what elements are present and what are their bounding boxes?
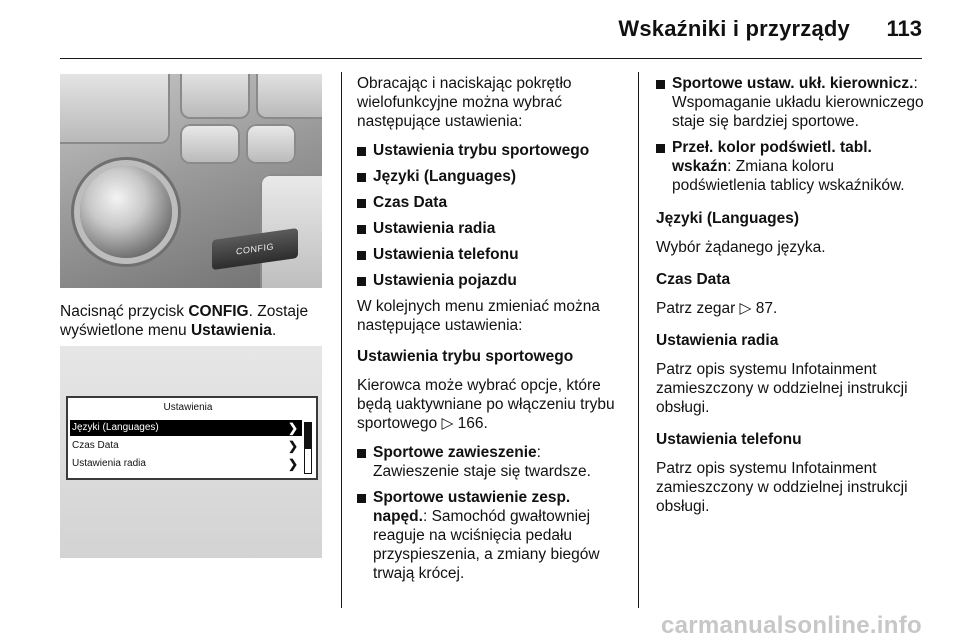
- screen-row: Ustawienia radia ❯: [72, 457, 298, 471]
- section-heading: Języki (Languages): [656, 210, 799, 227]
- section: [656, 430, 926, 516]
- screen-scrollbar: [304, 422, 312, 474]
- column-divider-2: [638, 72, 639, 608]
- header-rule: [60, 58, 922, 59]
- section-text: Patrz opis systemu Infotainment zamieszczony w oddzielnej instrukcji obsługi.: [656, 460, 908, 515]
- config-button-label: CONFIG: [212, 228, 298, 270]
- screen-row-selected: Języki (Languages) ❯: [70, 420, 302, 436]
- list-item: Czas Data: [357, 193, 627, 212]
- list-item: Sportowe zawieszenie: Zawieszenie staje się twardsze.: [357, 443, 627, 481]
- paragraph: W kolejnych menu zmieniać można następujące ustawienia:: [357, 298, 600, 334]
- section: [656, 209, 926, 257]
- settings-screen: [66, 396, 318, 480]
- screen-title: Ustawienia: [163, 402, 213, 413]
- section-heading: Ustawienia trybu sportowego: [357, 348, 574, 365]
- section-text: Wybór żądanego języka.: [656, 239, 826, 256]
- chevron-right-icon: ❯: [287, 421, 298, 435]
- chevron-right-icon: ❯: [287, 457, 298, 471]
- section-text: Patrz opis systemu Infotainment zamieszczony w oddzielnej instrukcji obsługi.: [656, 361, 908, 416]
- column-2: [357, 74, 627, 590]
- settings-display-photo: [60, 346, 322, 558]
- chevron-right-icon: ❯: [287, 439, 298, 453]
- watermark: carmanualsonline.info: [660, 612, 922, 639]
- center-console-photo: [60, 74, 322, 288]
- list-item: Języki (Languages): [357, 167, 627, 186]
- section-heading: Czas Data: [656, 271, 731, 288]
- list-item: Ustawienia radia: [357, 219, 627, 238]
- section-text: Kierowca może wybrać opcje, które będą uaktywniane po włączeniu trybu sportowego ▷ 166.: [357, 377, 615, 432]
- column-divider-1: [341, 72, 342, 608]
- list-item: Sportowe ustawienie zesp. napęd.: Samochód gwałtowniej reaguje na wciśnięcia pedału przyspieszenia, a zmiany biegów trwają krócej.: [357, 488, 627, 583]
- section-heading: Ustawienia telefonu: [656, 431, 802, 448]
- list-item: Przeł. kolor podświetl. tabl. wskaźn: Zmiana koloru podświetlenia tablicy wskaźników.: [656, 138, 926, 195]
- section: [656, 331, 926, 417]
- page-title: Wskaźniki i przyrządy: [618, 16, 850, 41]
- section: [656, 270, 926, 318]
- caption: Nacisnąć przycisk CONFIG. Zostaje wyświetlone menu Ustawienia.: [60, 303, 309, 339]
- column-1-caption: [60, 302, 330, 350]
- multifunction-knob: [80, 166, 172, 258]
- list-item: Ustawienia pojazdu: [357, 271, 627, 290]
- screen-row: Czas Data ❯: [72, 439, 298, 453]
- list-item: Ustawienia trybu sportowego: [357, 141, 627, 160]
- page-header: [0, 0, 960, 60]
- list-item: Ustawienia telefonu: [357, 245, 627, 264]
- list-item: Sportowe ustaw. ukł. kierownicz.: Wspomaganie układu kierowniczego staje się bardziej sportowe.: [656, 74, 926, 131]
- page-number: 113: [886, 16, 922, 41]
- intro-text: Obracając i naciskając pokrętło wielofunkcyjne można wybrać następujące ustawienia:: [357, 75, 572, 130]
- section-heading: Ustawienia radia: [656, 332, 779, 349]
- column-3: [656, 74, 926, 529]
- section-text: Patrz zegar ▷ 87.: [656, 300, 778, 317]
